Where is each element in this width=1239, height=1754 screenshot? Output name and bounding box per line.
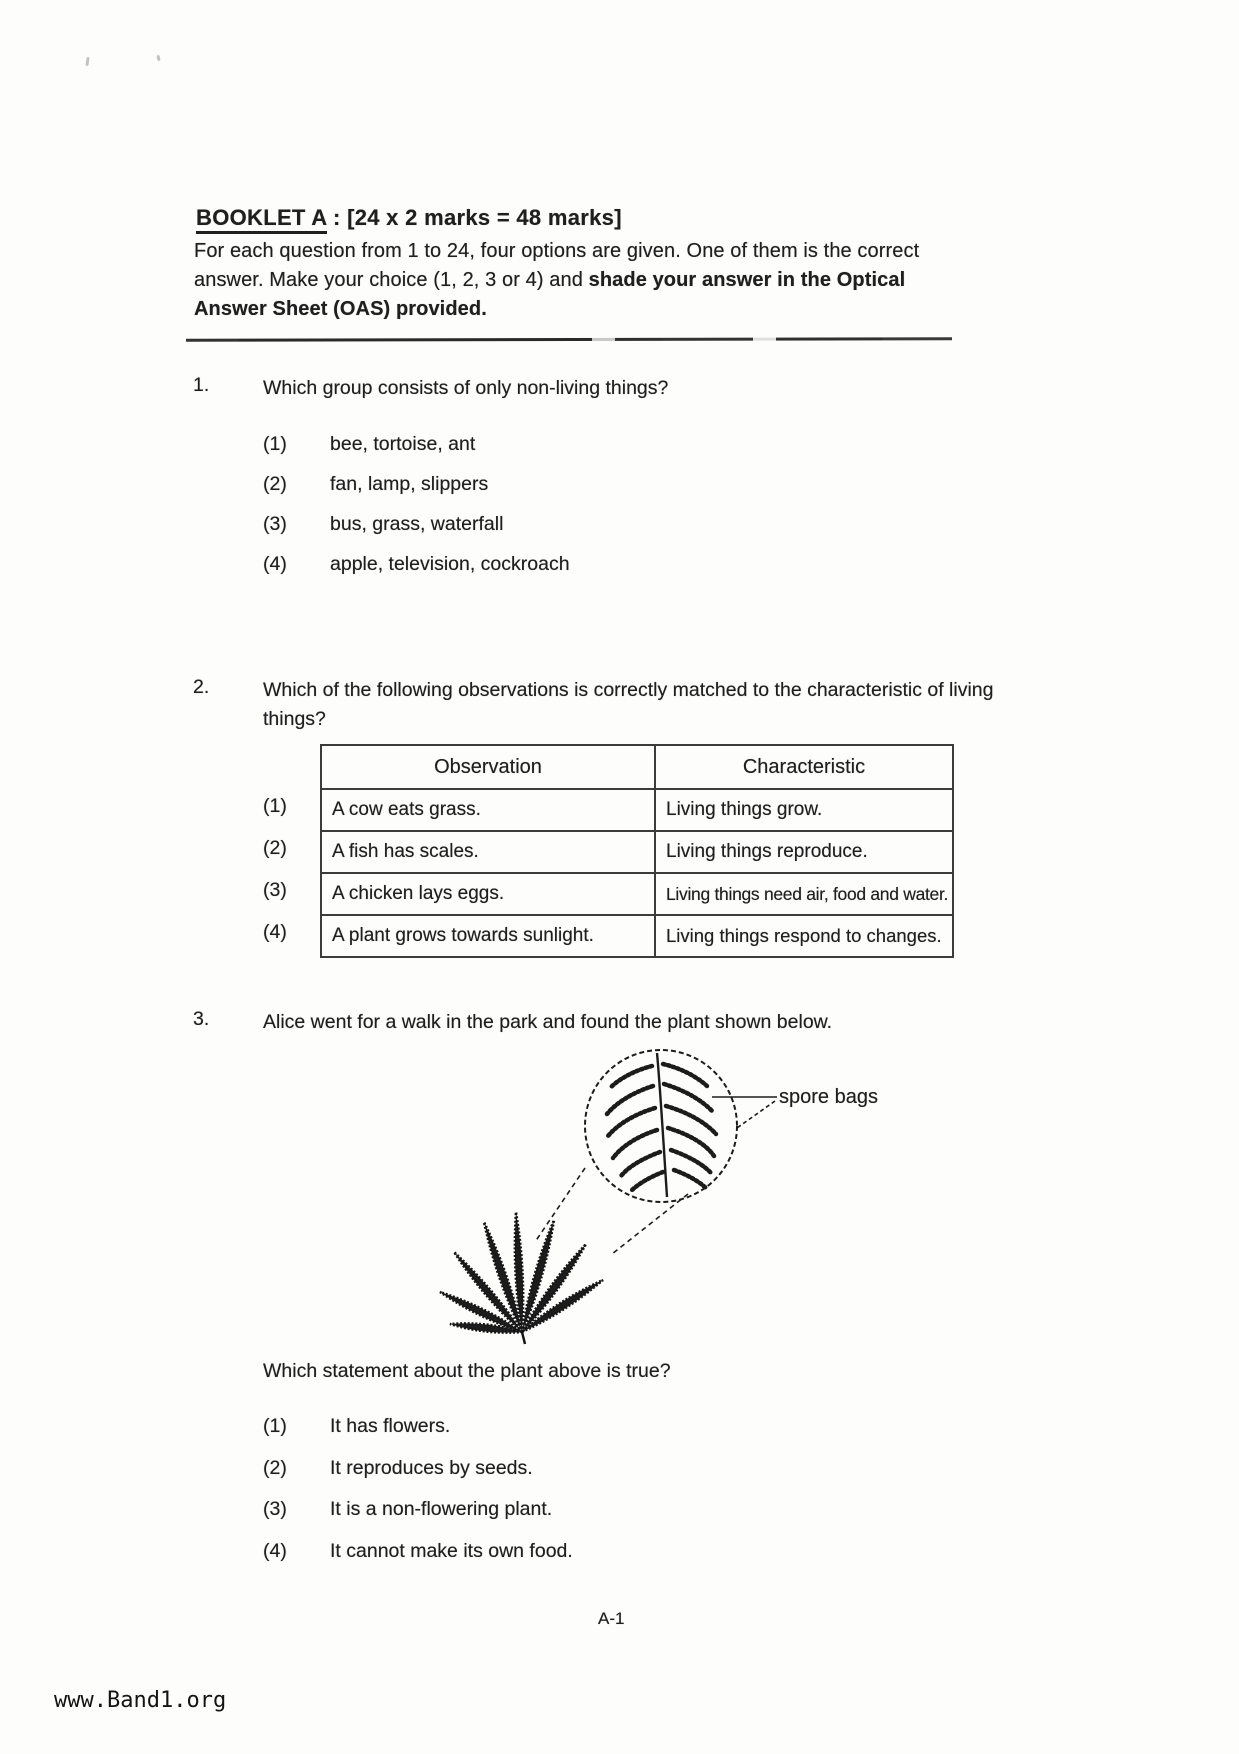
instructions-bold: shade your answer in the Optical Answer Sheet (OAS) provided.	[194, 269, 906, 320]
q1-option3-text: bus, grass, waterfall	[330, 513, 504, 535]
spore-bags-leader-line-2	[737, 1101, 775, 1128]
table-row	[321, 915, 953, 957]
q1-number: 1.	[193, 374, 210, 396]
q3-option1-label: (1)	[263, 1415, 287, 1437]
characteristic-cell: Living things reproduce.	[655, 831, 953, 873]
table-row	[321, 831, 953, 873]
table-row	[321, 789, 953, 831]
watermark-url: www.Band1.org	[54, 1688, 227, 1713]
q3-option1-text: It has flowers.	[330, 1415, 451, 1437]
characteristic-cell: Living things respond to changes.	[655, 915, 953, 957]
q1-option1-label: (1)	[263, 433, 287, 455]
observation-cell: A cow eats grass.	[321, 789, 655, 831]
booklet-title-marks: : [24 x 2 marks = 48 marks]	[326, 205, 622, 230]
page-number: A-1	[598, 1609, 625, 1628]
instructions-paragraph	[194, 237, 972, 324]
observation-cell: A plant grows towards sunlight.	[321, 915, 655, 957]
q2-text: Which of the following observations is correctly matched to the characteristic of living things?	[263, 679, 994, 730]
q1-option2-text: fan, lamp, slippers	[330, 473, 489, 495]
q2-row1-label: (1)	[263, 795, 287, 817]
q3-option4-text: It cannot make its own food.	[330, 1540, 573, 1562]
scan-speck	[156, 55, 160, 61]
table-row	[321, 873, 953, 915]
q2-row3-label: (3)	[263, 879, 287, 901]
q2-number: 2.	[193, 676, 210, 698]
table-header-characteristic: Characteristic	[655, 745, 953, 789]
spore-bag-rows-left	[607, 1066, 663, 1191]
spore-bags-label: spore bags	[779, 1086, 878, 1108]
section-divider	[186, 337, 952, 342]
q1-text: Which group consists of only non-living things?	[263, 377, 669, 399]
magnifier-circle	[585, 1050, 737, 1202]
observation-cell: A fish has scales.	[321, 831, 655, 873]
q3-option2-label: (2)	[263, 1457, 287, 1479]
q3-option3-label: (3)	[263, 1498, 287, 1520]
table-header-row	[321, 745, 953, 789]
booklet-title-underlined: BOOKLET A	[196, 205, 327, 234]
q1-option4-label: (4)	[263, 553, 287, 575]
q2-row4-label: (4)	[263, 921, 287, 943]
fern-plant-drawing	[440, 1212, 603, 1344]
q3-text: Alice went for a walk in the park and found the plant shown below.	[263, 1011, 833, 1033]
q2-row2-label: (2)	[263, 837, 287, 859]
table-header-observation: Observation	[321, 745, 655, 789]
observation-cell: A chicken lays eggs.	[321, 873, 655, 915]
scan-speck	[85, 57, 89, 66]
magnifier-cone-left	[535, 1168, 585, 1242]
q3-number: 3.	[193, 1008, 210, 1030]
q1-option4-text: apple, television, cockroach	[330, 553, 570, 575]
q1-option2-label: (2)	[263, 473, 287, 495]
q3-followup: Which statement about the plant above is true?	[263, 1360, 671, 1382]
q1-option1-text: bee, tortoise, ant	[330, 433, 476, 455]
q1-option3-label: (3)	[263, 513, 287, 535]
q3-option3-text: It is a non-flowering plant.	[330, 1498, 553, 1520]
q3-option2-text: It reproduces by seeds.	[330, 1457, 533, 1479]
magnifier-cone-right	[612, 1194, 688, 1254]
booklet-title	[196, 205, 622, 231]
characteristic-cell: Living things grow.	[655, 789, 953, 831]
instructions-normal: For each question from 1 to 24, four options are given. One of them is the correct answer. Make your choice (1, 2, 3 or 4) and	[194, 240, 920, 291]
characteristic-cell: Living things need air, food and water.	[655, 873, 953, 915]
observation-table	[320, 744, 954, 958]
spore-bag-rows-right	[663, 1064, 716, 1189]
q3-option4-label: (4)	[263, 1540, 287, 1562]
